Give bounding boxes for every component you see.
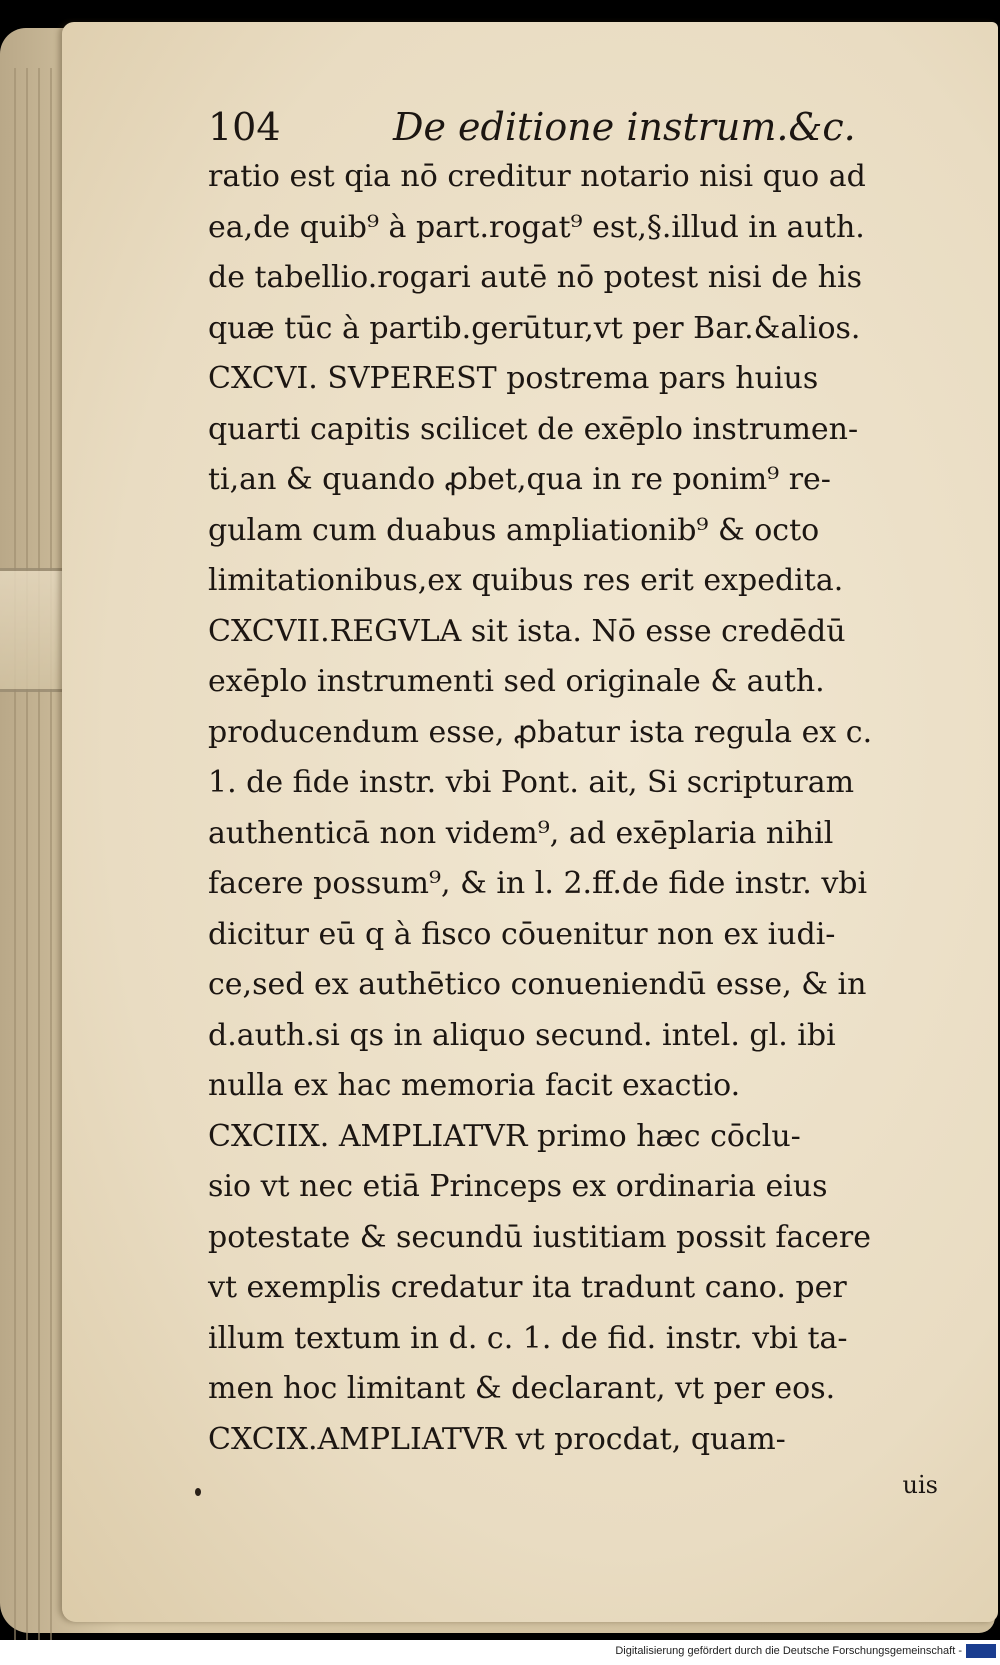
page-edge-line bbox=[50, 68, 52, 1640]
text-line: ea,de quib⁹ à part.rogat⁹ est,§.illud in auth. bbox=[208, 209, 865, 245]
text-line: quarti capitis scilicet de exēplo instrumen- bbox=[208, 411, 859, 447]
page-edge-line bbox=[14, 68, 16, 1640]
page-edge-line bbox=[38, 68, 40, 1640]
text-line: facere possum⁹, & in l. 2.ff.de fide instr. vbi bbox=[208, 866, 868, 901]
text-line: dicitur eū q à fisco cōuenitur non ex iudi- bbox=[208, 916, 836, 952]
text-line: sio vt nec etiā Princeps ex ordinaria eius bbox=[208, 1169, 828, 1204]
text-line: nulla ex hac memoria facit exactio. bbox=[208, 1068, 741, 1103]
text-line: producendum esse, ꝓbatur ista regula ex c. bbox=[208, 714, 873, 750]
text-line: ce,sed ex authētico conueniendū esse, & in bbox=[208, 967, 867, 1002]
footer-bar bbox=[0, 1640, 1000, 1665]
dfg-logo bbox=[966, 1644, 996, 1658]
text-line: exēplo instrumenti sed originale & auth. bbox=[208, 664, 825, 699]
text-line: d.auth.si qs in aliquo secund. intel. gl. ibi bbox=[208, 1017, 836, 1053]
page-edge-line bbox=[26, 68, 28, 1640]
text-line: men hoc limitant & declarant, vt per eos. bbox=[208, 1371, 836, 1406]
text-line: CXCIX.AMPLIATVR vt procdat, quam- bbox=[208, 1421, 786, 1457]
text-line: ti,an & quando ꝓbet,qua in re ponim⁹ re- bbox=[208, 462, 831, 497]
funding-credit: Digitalisierung gefördert durch die Deutsche Forschungsgemeinschaft - bbox=[615, 1645, 962, 1657]
text-line: quæ tūc à partib.gerūtur,vt per Bar.&alios. bbox=[208, 310, 861, 346]
running-head bbox=[208, 102, 968, 152]
catchword: uis bbox=[902, 1471, 938, 1499]
text-line: limitationibus,ex quibus res erit expedita. bbox=[208, 563, 844, 598]
ink-spot bbox=[195, 1488, 201, 1496]
text-line: illum textum in d. c. 1. de fid. instr. vbi ta- bbox=[208, 1320, 848, 1356]
text-line: potestate & secundū iustitiam possit facere bbox=[208, 1219, 872, 1255]
text-line: CXCVI. SVPEREST postrema pars huius bbox=[208, 361, 819, 396]
text-line: ratio est qia nō creditur notario nisi quo ad bbox=[208, 159, 866, 194]
text-line: authenticā non videm⁹, ad exēplaria nihil bbox=[208, 815, 834, 851]
text-line: vt exemplis credatur ita tradunt cano. per bbox=[208, 1270, 847, 1305]
text-line: gulam cum duabus ampliationib⁹ & octo bbox=[208, 512, 820, 548]
text-line: CXCIIX. AMPLIATVR primo hæc cōclu- bbox=[208, 1118, 801, 1154]
running-title: De editione instrum.&c. bbox=[393, 105, 856, 149]
text-line: CXCVII.REGVLA sit ista. Nō esse credēdū bbox=[208, 613, 846, 649]
page-number: 104 bbox=[208, 105, 281, 149]
text-line: 1. de fide instr. vbi Pont. ait, Si scripturam bbox=[208, 765, 855, 800]
text-line: de tabellio.rogari autē nō potest nisi de his bbox=[208, 260, 862, 295]
page-text bbox=[208, 102, 968, 1505]
